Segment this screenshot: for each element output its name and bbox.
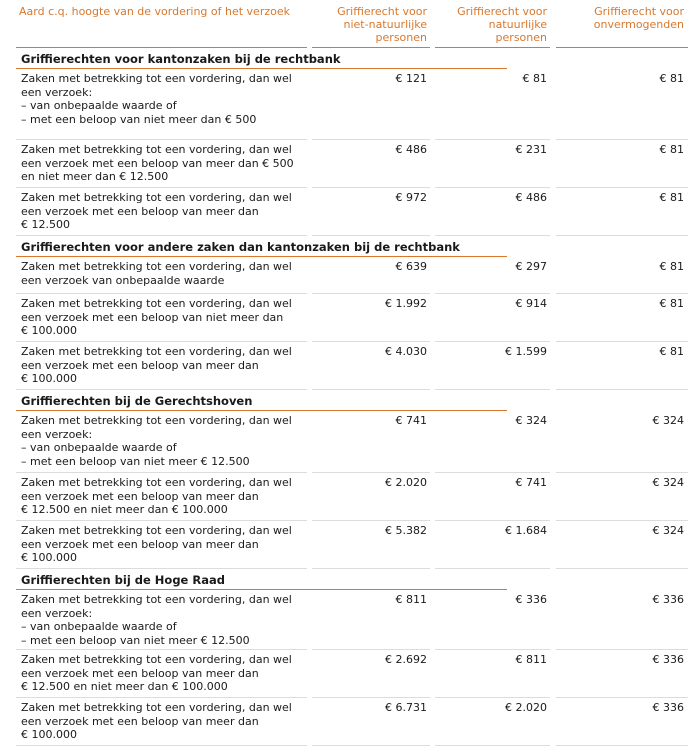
description-line: Zaken met betrekking tot een vordering, dan wel [21, 476, 292, 489]
fee-indigent: € 336 [556, 650, 688, 698]
table-row [16, 188, 688, 236]
table-row [16, 473, 688, 521]
table-row [16, 257, 688, 294]
description-line: Zaken met betrekking tot een vordering, dan wel [21, 260, 292, 273]
table-body [16, 48, 688, 746]
fee-non-natural-persons: € 639 [312, 257, 430, 294]
description-line: een verzoek van onbepaalde waarde [21, 273, 225, 287]
description-line: Zaken met betrekking tot een vordering, dan wel [21, 701, 292, 714]
description-line: – met een beloop van niet meer € 12.500 [21, 454, 250, 468]
row-description [16, 342, 307, 390]
header-line: personen [375, 31, 427, 44]
table-row [16, 590, 688, 650]
description-line: Zaken met betrekking tot een vordering, dan wel [21, 524, 292, 537]
description-line: een verzoek met een beloop van meer dan [21, 358, 259, 372]
description-line: een verzoek met een beloop van meer dan [21, 489, 259, 503]
fee-natural-persons: € 486 [435, 188, 550, 236]
fee-non-natural-persons: € 5.382 [312, 521, 430, 569]
fee-natural-persons: € 914 [435, 294, 550, 342]
description-line: – met een beloop van niet meer dan € 500 [21, 112, 257, 126]
description-line: € 100.000 [21, 728, 77, 741]
description-line: – van onbepaalde waarde of [21, 441, 177, 454]
section-title: Griffierechten voor andere zaken dan kantonzaken bij de rechtbank [16, 240, 507, 257]
header-line: Griffierecht voor [594, 5, 684, 18]
table-row [16, 69, 688, 140]
description-line: een verzoek met een beloop van niet meer dan [21, 310, 284, 324]
fee-natural-persons: € 1.599 [435, 342, 550, 390]
header-description [16, 0, 307, 48]
section-title-row [16, 48, 688, 69]
table-row [16, 342, 688, 390]
description-line: – van onbepaalde waarde of [21, 620, 177, 633]
fee-indigent: € 81 [556, 188, 688, 236]
description-line: Zaken met betrekking tot een vordering, dan wel [21, 143, 292, 156]
description-line: € 100.000 [21, 372, 77, 385]
row-description [16, 473, 307, 521]
fee-non-natural-persons: € 1.992 [312, 294, 430, 342]
section [16, 48, 688, 236]
description-line: een verzoek: [21, 606, 93, 620]
row-description [16, 140, 307, 188]
header-line: personen [495, 31, 547, 44]
description-line: Zaken met betrekking tot een vordering, dan wel [21, 653, 292, 666]
section-title-row [16, 390, 688, 411]
row-description [16, 590, 307, 650]
description-line: een verzoek: [21, 85, 93, 99]
fee-indigent: € 81 [556, 69, 688, 140]
description-line: Zaken met betrekking tot een vordering, dan wel [21, 414, 292, 427]
row-description [16, 411, 307, 473]
header-line: Griffierecht voor [337, 5, 427, 18]
description-line: Zaken met betrekking tot een vordering, dan wel [21, 345, 292, 358]
fee-indigent: € 324 [556, 411, 688, 473]
fee-non-natural-persons: € 2.020 [312, 473, 430, 521]
description-line: een verzoek met een beloop van meer dan [21, 537, 259, 551]
fee-indigent: € 81 [556, 294, 688, 342]
fee-indigent: € 336 [556, 698, 688, 746]
fee-natural-persons: € 1.684 [435, 521, 550, 569]
description-line: een verzoek met een beloop van meer dan [21, 666, 259, 680]
fee-natural-persons: € 324 [435, 411, 550, 473]
fee-non-natural-persons: € 6.731 [312, 698, 430, 746]
description-line: Zaken met betrekking tot een vordering, dan wel [21, 191, 292, 204]
header-line: Griffierecht voor [457, 5, 547, 18]
description-line: € 12.500 [21, 218, 70, 231]
description-line: en niet meer dan € 12.500 [21, 170, 169, 183]
table-row [16, 698, 688, 746]
fee-indigent: € 81 [556, 342, 688, 390]
table-row [16, 650, 688, 698]
fee-non-natural-persons: € 486 [312, 140, 430, 188]
fee-indigent: € 324 [556, 521, 688, 569]
fee-indigent: € 324 [556, 473, 688, 521]
description-line: een verzoek: [21, 427, 93, 441]
fee-indigent: € 81 [556, 257, 688, 294]
row-description [16, 257, 307, 294]
row-description [16, 294, 307, 342]
table-row [16, 521, 688, 569]
fee-non-natural-persons: € 741 [312, 411, 430, 473]
description-line: € 12.500 en niet meer dan € 100.000 [21, 680, 228, 693]
description-line: een verzoek met een beloop van meer dan [21, 204, 259, 218]
fee-natural-persons: € 81 [435, 69, 550, 140]
fee-natural-persons: € 297 [435, 257, 550, 294]
section-title: Griffierechten bij de Hoge Raad [16, 573, 507, 590]
description-line: € 100.000 [21, 324, 77, 337]
description-line: Zaken met betrekking tot een vordering, dan wel [21, 593, 292, 606]
description-line: Zaken met betrekking tot een vordering, dan wel [21, 297, 292, 310]
row-description [16, 188, 307, 236]
header-non-natural-persons [312, 0, 430, 48]
description-line: Zaken met betrekking tot een vordering, dan wel [21, 72, 292, 85]
header-indigent [556, 0, 688, 48]
description-line: € 12.500 en niet meer dan € 100.000 [21, 503, 228, 516]
description-line: een verzoek met een beloop van meer dan € 500 [21, 156, 294, 170]
description-line: € 100.000 [21, 551, 77, 564]
header-line: niet-natuurlijke [343, 18, 427, 31]
fee-natural-persons: € 231 [435, 140, 550, 188]
table-row [16, 411, 688, 473]
fee-natural-persons: € 2.020 [435, 698, 550, 746]
fee-non-natural-persons: € 2.692 [312, 650, 430, 698]
row-description [16, 69, 307, 140]
row-description [16, 650, 307, 698]
fee-indigent: € 336 [556, 590, 688, 650]
header-line: onvermogenden [593, 18, 684, 31]
row-description [16, 521, 307, 569]
fee-natural-persons: € 741 [435, 473, 550, 521]
fee-natural-persons: € 811 [435, 650, 550, 698]
fee-natural-persons: € 336 [435, 590, 550, 650]
fee-table [16, 0, 688, 746]
table-header [16, 0, 688, 48]
header-natural-persons [435, 0, 550, 48]
row-description [16, 698, 307, 746]
section [16, 236, 688, 390]
table-row [16, 294, 688, 342]
table-row [16, 140, 688, 188]
section-title: Griffierechten voor kantonzaken bij de rechtbank [16, 52, 507, 69]
description-line: – van onbepaalde waarde of [21, 99, 177, 112]
section-title-row [16, 236, 688, 257]
section [16, 569, 688, 746]
header-description-label: Aard c.q. hoogte van de vordering of het verzoek [19, 5, 290, 18]
section [16, 390, 688, 569]
fee-non-natural-persons: € 121 [312, 69, 430, 140]
fee-indigent: € 81 [556, 140, 688, 188]
fee-non-natural-persons: € 811 [312, 590, 430, 650]
fee-non-natural-persons: € 4.030 [312, 342, 430, 390]
section-title-row [16, 569, 688, 590]
section-title: Griffierechten bij de Gerechtshoven [16, 394, 507, 411]
header-line: natuurlijke [488, 18, 547, 31]
description-line: een verzoek met een beloop van meer dan [21, 714, 259, 728]
description-line: – met een beloop van niet meer € 12.500 [21, 633, 250, 647]
fee-non-natural-persons: € 972 [312, 188, 430, 236]
